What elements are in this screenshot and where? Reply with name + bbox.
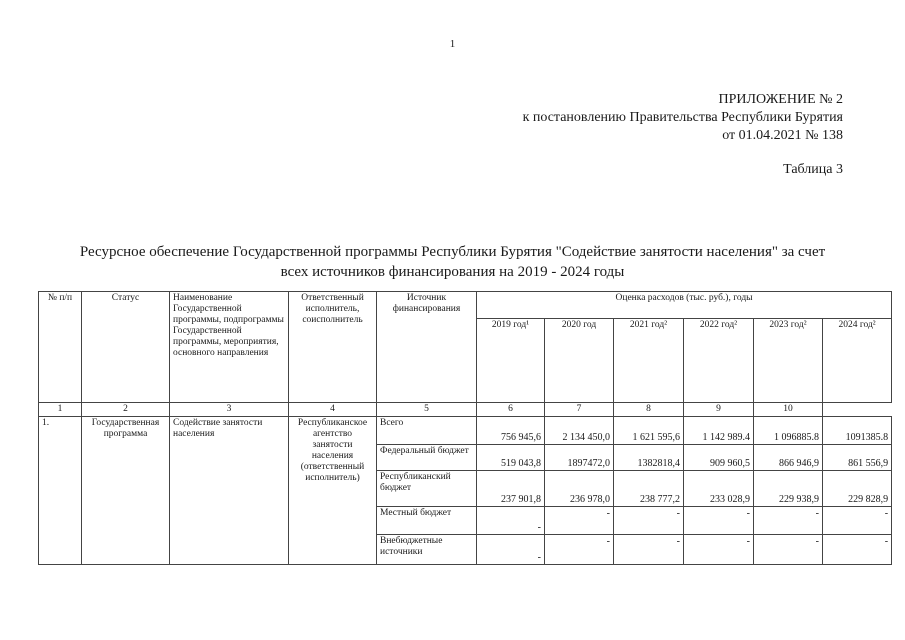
header-year: 2019 год¹ (477, 319, 545, 403)
source-label: Всего (377, 417, 477, 445)
header-estimate: Оценка расходов (тыс. руб.), годы (477, 292, 892, 319)
row-status: Государственная программа (82, 417, 170, 565)
source-label: Федеральный бюджет (377, 445, 477, 471)
index-cell: 7 (545, 403, 614, 417)
value-cell: - (754, 535, 823, 565)
index-cell: 8 (614, 403, 684, 417)
header-executor: Ответственный исполнитель, соисполнитель (289, 292, 377, 403)
index-cell: 3 (170, 403, 289, 417)
value-cell: 866 946,9 (754, 445, 823, 471)
header-source: Источник финансирования (377, 292, 477, 403)
row-num: 1. (39, 417, 82, 565)
table-label: Таблица 3 (783, 162, 843, 177)
appendix-block (523, 91, 843, 145)
resource-table (38, 291, 892, 565)
value-cell: 1382818,4 (614, 445, 684, 471)
value-cell: 1091385.8 (823, 417, 892, 445)
table-row (39, 417, 892, 445)
value-cell: 237 901,8 (477, 471, 545, 507)
row-executor: Республиканское агентство занятости населения (ответственный исполнитель) (289, 417, 377, 565)
value-cell: - (823, 535, 892, 565)
index-cell: 10 (754, 403, 823, 417)
appendix-date: от 01.04.2021 № 138 (722, 128, 843, 143)
header-row-1 (39, 292, 892, 319)
value-cell: 236 978,0 (545, 471, 614, 507)
value-cell: 1897472,0 (545, 445, 614, 471)
value-cell: 229 828,9 (823, 471, 892, 507)
index-cell: 9 (684, 403, 754, 417)
value-cell: - (477, 535, 545, 565)
index-cell: 5 (377, 403, 477, 417)
page-number: 1 (449, 38, 456, 50)
value-cell: 1 142 989.4 (684, 417, 754, 445)
source-label: Внебюджетные источники (377, 535, 477, 565)
index-cell: 6 (477, 403, 545, 417)
header-year: 2023 год² (754, 319, 823, 403)
index-cell: 4 (289, 403, 377, 417)
value-cell: 1 096885.8 (754, 417, 823, 445)
value-cell: 233 028,9 (684, 471, 754, 507)
source-label: Республиканский бюджет (377, 471, 477, 507)
value-cell: 519 043,8 (477, 445, 545, 471)
header-status: Статус (82, 292, 170, 403)
header-name: Наименование Государственной программы, подпрограммы Государственной программы, мероприятия, основного направления (170, 292, 289, 403)
document-title (40, 242, 865, 282)
row-name: Содействие занятости населения (170, 417, 289, 565)
value-cell: 861 556,9 (823, 445, 892, 471)
value-cell: 756 945,6 (477, 417, 545, 445)
index-cell: 2 (82, 403, 170, 417)
source-label: Местный бюджет (377, 507, 477, 535)
index-cell: 1 (39, 403, 82, 417)
header-year: 2024 год² (823, 319, 892, 403)
index-row (39, 403, 892, 417)
title-line-1: Ресурсное обеспечение Государственной программы Республики Бурятия "Содействие занятости населения" за счет (79, 244, 826, 260)
value-cell: 909 960,5 (684, 445, 754, 471)
header-num: № п/п (39, 292, 82, 403)
value-cell: - (684, 507, 754, 535)
header-year: 2020 год (545, 319, 614, 403)
value-cell: - (545, 535, 614, 565)
header-year: 2022 год² (684, 319, 754, 403)
value-cell: - (477, 507, 545, 535)
value-cell: - (614, 507, 684, 535)
value-cell: - (614, 535, 684, 565)
value-cell: 1 621 595,6 (614, 417, 684, 445)
value-cell: - (754, 507, 823, 535)
value-cell: - (684, 535, 754, 565)
appendix-title: ПРИЛОЖЕНИЕ № 2 (718, 92, 843, 107)
value-cell: - (545, 507, 614, 535)
appendix-resolution: к постановлению Правительства Республики Бурятия (522, 110, 843, 125)
title-line-2: всех источников финансирования на 2019 - 2024 годы (280, 264, 625, 280)
header-year: 2021 год² (614, 319, 684, 403)
value-cell: 229 938,9 (754, 471, 823, 507)
value-cell: 238 777,2 (614, 471, 684, 507)
value-cell: 2 134 450,0 (545, 417, 614, 445)
value-cell: - (823, 507, 892, 535)
